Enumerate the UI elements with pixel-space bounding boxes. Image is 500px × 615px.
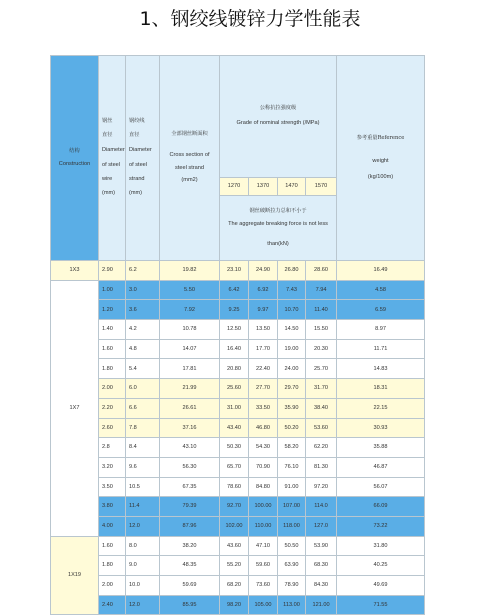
force-1370-cell: 84.80 [249,477,278,497]
strand-diameter-cell: 10.0 [126,576,160,596]
force-1470-cell: 35.90 [278,398,306,418]
force-1570-cell: 97.20 [306,477,337,497]
force-1370-cell: 33.50 [249,398,278,418]
weight-cell: 66.09 [337,497,425,517]
strand-diameter-cell: 9.0 [126,556,160,576]
force-1570-cell: 81.30 [306,457,337,477]
force-1570-cell: 127.0 [306,516,337,536]
weight-cell: 11.71 [337,339,425,359]
force-1470-cell: 107.00 [278,497,306,517]
strand-diameter-cell: 3.0 [126,280,160,300]
table-row [51,280,425,300]
table-row [51,457,425,477]
wire-diameter-cell: 1.60 [99,339,126,359]
force-1570-cell: 121.00 [306,595,337,615]
table-row [51,398,425,418]
force-1270-cell: 20.80 [220,359,249,379]
wire-diameter-cell: 1.80 [99,359,126,379]
table-row [51,359,425,379]
weight-cell: 8.97 [337,320,425,340]
force-1470-cell: 113.00 [278,595,306,615]
force-1570-cell: 15.50 [306,320,337,340]
force-1370-cell: 110.00 [249,516,278,536]
weight-cell: 31.80 [337,536,425,556]
force-1370-cell: 73.60 [249,576,278,596]
table-row [51,300,425,320]
force-1370-cell: 22.40 [249,359,278,379]
breaking-cn-label: 钢丝破断拉力总和不小于 [249,207,307,214]
force-1270-cell: 92.70 [220,497,249,517]
cross-section-cell: 19.82 [160,261,220,281]
wire-diameter-cell: 2.20 [99,398,126,418]
wire-diam-line: of steel [102,161,121,168]
wire-diameter-cell: 1.00 [99,280,126,300]
strand-diameter-cell: 9.6 [126,457,160,477]
wire-diameter-cell: 1.20 [99,300,126,320]
table-row [51,339,425,359]
force-1570-cell: 25.70 [306,359,337,379]
force-1570-cell: 53.60 [306,418,337,438]
force-1570-cell: 62.20 [306,438,337,458]
cross-section-cell: 21.99 [160,379,220,399]
force-1370-cell: 47.10 [249,536,278,556]
force-1270-cell: 31.00 [220,398,249,418]
cross-section-cell: 10.78 [160,320,220,340]
force-1370-cell: 6.92 [249,280,278,300]
strand-diam-line: (mm) [129,190,143,197]
cross-section-cell: 48.35 [160,556,220,576]
header-wire-diameter [99,56,126,261]
weight-cell: 6.59 [337,300,425,320]
strand-diameter-cell: 3.6 [126,300,160,320]
wire-diameter-cell: 2.60 [99,418,126,438]
force-1470-cell: 10.70 [278,300,306,320]
page-title: 1、钢绞线镀锌力学性能表 [139,8,361,30]
weight-cell: 56.07 [337,477,425,497]
cross-section-cell: 7.92 [160,300,220,320]
weight-header-line: (kg/100m) [367,173,394,180]
force-1370-cell: 59.60 [249,556,278,576]
force-1270-cell: 102.00 [220,516,249,536]
wire-diameter-cell: 2.8 [99,438,126,458]
force-1270-cell: 23.10 [220,261,249,281]
weight-cell: 35.88 [337,438,425,458]
cross-section-cell: 14.07 [160,339,220,359]
header-row [51,56,425,178]
strand-diam-line: 直径 [129,132,140,139]
cross-section-line: 全部钢丝断面积 [171,131,208,138]
force-1570-cell: 31.70 [306,379,337,399]
table-body [51,56,425,615]
wire-diameter-cell: 1.40 [99,320,126,340]
strand-diameter-cell: 4.2 [126,320,160,340]
force-1270-cell: 25.60 [220,379,249,399]
wire-diameter-cell: 2.00 [99,379,126,399]
weight-cell: 46.87 [337,457,425,477]
force-1270-cell: 43.40 [220,418,249,438]
weight-cell: 73.22 [337,516,425,536]
force-1470-cell: 14.50 [278,320,306,340]
force-1470-cell: 24.00 [278,359,306,379]
table-row [51,576,425,596]
cross-section-cell: 43.10 [160,438,220,458]
header-grade [220,56,337,178]
strand-diameter-cell: 11.4 [126,497,160,517]
weight-cell: 16.49 [337,261,425,281]
force-1570-cell: 53.90 [306,536,337,556]
cross-section-cell: 56.30 [160,457,220,477]
strand-diameter-cell: 6.0 [126,379,160,399]
force-1370-cell: 54.30 [249,438,278,458]
force-1470-cell: 19.00 [278,339,306,359]
table-row [51,320,425,340]
force-1470-cell: 58.20 [278,438,306,458]
strand-diameter-cell: 7.8 [126,418,160,438]
weight-cell: 18.31 [337,379,425,399]
table-row [51,556,425,576]
weight-cell: 30.93 [337,418,425,438]
force-1370-cell: 13.50 [249,320,278,340]
strand-diam-line: 钢绞线 [129,118,145,125]
weight-cell: 71.55 [337,595,425,615]
force-1370-cell: 100.00 [249,497,278,517]
weight-cell: 4.58 [337,280,425,300]
strand-diameter-cell: 12.0 [126,595,160,615]
weight-cell: 14.83 [337,359,425,379]
force-1570-cell: 114.0 [306,497,337,517]
wire-diam-line: wire [102,175,113,182]
cross-section-cell: 85.95 [160,595,220,615]
wire-diameter-cell: 2.90 [99,261,126,281]
structure-cell: 1X7 [51,280,99,536]
force-1570-cell: 84.30 [306,576,337,596]
force-1370-cell: 17.70 [249,339,278,359]
strand-diam-line: strand [129,175,145,182]
force-1470-cell: 50.50 [278,536,306,556]
wire-diameter-cell: 3.20 [99,457,126,477]
force-1470-cell: 78.90 [278,576,306,596]
force-1370-cell: 46.80 [249,418,278,438]
wire-diam-line: Diameter [102,147,125,154]
strand-diameter-cell: 4.8 [126,339,160,359]
header-structure [51,56,99,261]
force-1470-cell: 50.20 [278,418,306,438]
wire-diameter-cell: 2.00 [99,576,126,596]
force-1270-cell: 65.70 [220,457,249,477]
wire-diam-line: (mm) [102,190,116,197]
force-1470-cell: 63.90 [278,556,306,576]
grade-value: 1370 [249,178,278,196]
table-row [51,516,425,536]
force-1270-cell: 16.40 [220,339,249,359]
breaking-en-label: The aggregate breaking force is not less [228,220,328,227]
force-1270-cell: 6.42 [220,280,249,300]
force-1370-cell: 9.97 [249,300,278,320]
force-1470-cell: 7.43 [278,280,306,300]
header-strand-diameter [126,56,160,261]
force-1370-cell: 27.70 [249,379,278,399]
grade-cn-label: 公称抗拉强度级 [259,105,297,112]
structure-cell: 1X3 [51,261,99,281]
cross-section-line: steel strand [175,164,204,171]
wire-diameter-cell: 3.50 [99,477,126,497]
cross-section-cell: 26.61 [160,398,220,418]
force-1470-cell: 118.00 [278,516,306,536]
cross-section-cell: 17.81 [160,359,220,379]
force-1370-cell: 24.90 [249,261,278,281]
strand-diameter-cell: 10.5 [126,477,160,497]
wire-diameter-cell: 2.40 [99,595,126,615]
force-1270-cell: 68.20 [220,576,249,596]
strand-diam-line: Diameter [129,147,152,154]
strand-diameter-cell: 8.4 [126,438,160,458]
cross-section-line: Cross section of [169,152,210,159]
wire-diameter-cell: 1.60 [99,536,126,556]
force-1470-cell: 26.80 [278,261,306,281]
force-1270-cell: 12.50 [220,320,249,340]
header-weight [337,56,425,261]
force-1270-cell: 78.60 [220,477,249,497]
strand-diam-line: of steel [129,161,148,168]
breaking-unit-label: than(kN) [267,240,289,247]
table-row [51,477,425,497]
force-1270-cell: 9.25 [220,300,249,320]
force-1470-cell: 76.10 [278,457,306,477]
table-row [51,497,425,517]
force-1570-cell: 7.94 [306,280,337,300]
wire-diameter-cell: 1.80 [99,556,126,576]
mechanical-properties-table [50,55,425,615]
cross-section-line: (mm2) [181,177,198,184]
strand-diameter-cell: 5.4 [126,359,160,379]
table-row [51,261,425,281]
cross-section-cell: 79.39 [160,497,220,517]
force-1570-cell: 38.40 [306,398,337,418]
force-1570-cell: 20.30 [306,339,337,359]
grade-value: 1570 [306,178,337,196]
force-1370-cell: 70.90 [249,457,278,477]
grade-value: 1470 [278,178,306,196]
force-1570-cell: 11.40 [306,300,337,320]
force-1570-cell: 68.30 [306,556,337,576]
weight-cell: 49.69 [337,576,425,596]
force-1570-cell: 28.60 [306,261,337,281]
grade-en-label: Grade of nominal strength (/MPa) [236,120,320,127]
force-1270-cell: 43.60 [220,536,249,556]
force-1370-cell: 105.00 [249,595,278,615]
weight-cell: 40.25 [337,556,425,576]
cross-section-cell: 37.16 [160,418,220,438]
weight-header-line: 参考重量Reference [356,134,405,141]
force-1270-cell: 50.30 [220,438,249,458]
table-row [51,418,425,438]
table-row [51,379,425,399]
wire-diam-line: 直径 [102,132,113,139]
strand-diameter-cell: 6.2 [126,261,160,281]
strand-diameter-cell: 12.0 [126,516,160,536]
force-1270-cell: 55.20 [220,556,249,576]
table-row [51,438,425,458]
cross-section-cell: 5.50 [160,280,220,300]
table-row [51,536,425,556]
force-1470-cell: 29.70 [278,379,306,399]
cross-section-cell: 59.69 [160,576,220,596]
table-row [51,595,425,615]
cross-section-cell: 87.96 [160,516,220,536]
wire-diameter-cell: 3.80 [99,497,126,517]
wire-diam-line: 钢丝 [102,118,113,125]
grade-value: 1270 [220,178,249,196]
cross-section-cell: 38.20 [160,536,220,556]
structure-en-label: Construction [58,160,91,167]
structure-cn-label: 结构 [69,147,80,154]
weight-cell: 22.15 [337,398,425,418]
strand-diameter-cell: 6.6 [126,398,160,418]
force-1470-cell: 91.00 [278,477,306,497]
structure-cell: 1X19 [51,536,99,615]
strand-diameter-cell: 8.0 [126,536,160,556]
wire-diameter-cell: 4.00 [99,516,126,536]
weight-header-line: weight [372,157,389,164]
cross-section-cell: 67.35 [160,477,220,497]
force-1270-cell: 98.20 [220,595,249,615]
header-cross-section [160,56,220,261]
header-breaking-force [220,196,337,261]
